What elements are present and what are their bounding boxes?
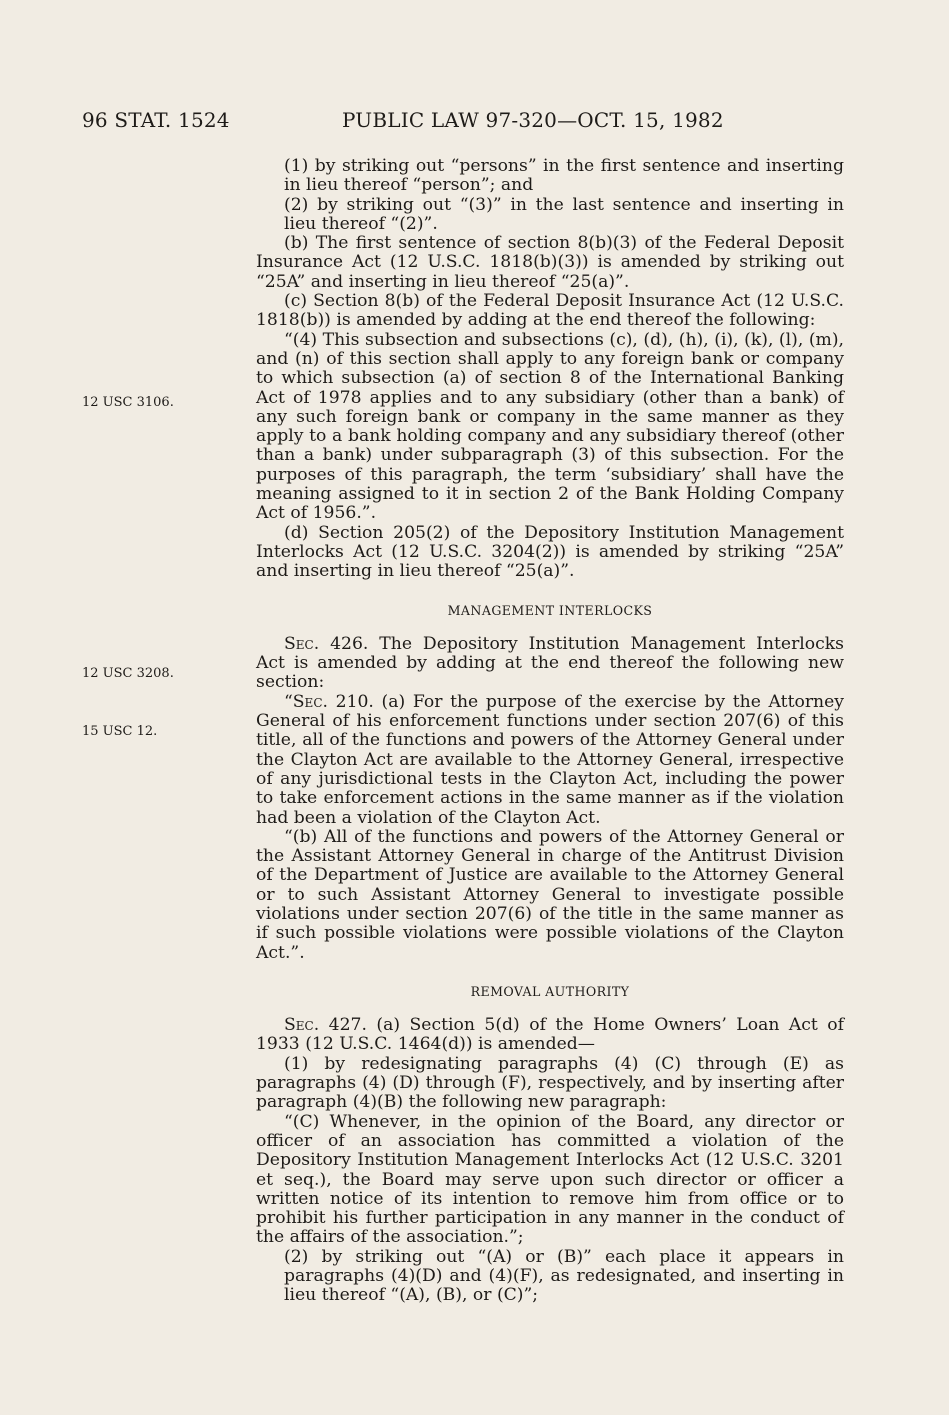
paragraph [256,693,844,828]
statute-page-number: 96 STAT. 1524 [82,108,230,132]
paragraph [256,635,844,693]
section-label: “Sec. [284,691,328,712]
paragraph: (d) Section 205(2) of the Depository Institution Management Interlocks Act (12 U.S.C. 3204(2)) is amended by striking “25A” and inserting in lieu thereof “25(a)”. [256,522,844,582]
paragraph-text: 426. The Depository Institution Management Interlocks Act is amended by adding at the end thereof the following new section: [256,633,844,693]
paragraph: (c) Section 8(b) of the Federal Deposit Insurance Act (12 U.S.C. 1818(b)) is amended by adding at the end thereof the following: [256,291,844,331]
paragraph: “(b) All of the functions and powers of the Attorney General or the Assistant Attorney General in charge of the Antitrust Division of the Department of Justice are available to the Attorney General or to such Assistant Attorney General to investigate possible violations under section 207(6) of the title in the same manner as if such possible violations were possible violations of the Clayton Act.”. [256,826,844,963]
section-heading: REMOVAL AUTHORITY [470,983,630,999]
paragraph: (b) The first sentence of section 8(b)(3) of the Federal Deposit Insurance Act (12 U.S.C. 1818(b)(3)) is amended by striking out “25A” and inserting in lieu thereof “25(a)”. [256,233,844,292]
section-label: Sec. [284,633,320,654]
paragraph [256,1016,844,1055]
paragraph: “(4) This subsection and subsections (c), (d), (h), (i), (k), (l), (m), and (n) of this section shall apply to any foreign bank or company to which subsection (a) of section 8 of the International Banking Act of 1978 applies and to any subsidiary (other than a bank) of any such foreign bank or company in the same manner as they apply to a bank holding company and any subsidiary thereof (other than a bank) under subparagraph (3) of this subsection. For the purposes of this paragraph, the term ‘subsidiary’ shall have the meaning assigned to it in section 2 of the Bank Holding Company Act of 1956.”. [256,329,844,524]
running-header: PUBLIC LAW 97-320—OCT. 15, 1982 [342,108,724,132]
paragraph: (1) by redesignating paragraphs (4) (C) through (E) as paragraphs (4) (D) through (F), respectively, and by inserting after paragraph (4)(B) the following new paragraph: [256,1053,844,1113]
paragraph-text: 427. (a) Section 5(d) of the Home Owners’ Loan Act of 1933 (12 U.S.C. 1464(d)) is amended— [256,1015,844,1055]
section-label: Sec. [284,1015,320,1036]
paragraph-text: 210. (a) For the purpose of the exercise by the Attorney General of his enforcement functions under section 207(6) of this title, all of the functions and powers of the Attorney General under the Clayton Act are available to the Attorney General, irrespective of any jurisdictional tests in the Clayton Act, including the power to take enforcement actions in the same manner as if the violation had been a violation of the Clayton Act. [256,691,844,828]
paragraph: (2) by striking out “(A) or (B)” each place it appears in paragraphs (4)(D) and (4)(F), as redesignated, and inserting in lieu thereof “(A), (B), or (C)”; [284,1246,844,1306]
margin-note-citation: 12 USC 3106. [82,395,174,410]
paragraph: “(C) Whenever, in the opinion of the Board, any director or officer of an association has committed a violation of the Depository Institution Management Interlocks Act (12 U.S.C. 3201 et seq.), the Board may serve upon such director or officer a written notice of its intention to remove him from office or to prohibit his further participation in any manner in the conduct of the affairs of the association.”; [256,1111,844,1248]
paragraph: (2) by striking out “(3)” in the last sentence and inserting in lieu thereof “(2)”. [284,194,844,234]
statute-body [256,157,844,1306]
margin-note-citation: 15 USC 12. [82,724,158,739]
margin-note-citation: 12 USC 3208. [82,666,174,681]
paragraph: (1) by striking out “persons” in the first sentence and inserting in lieu thereof “person”; and [284,156,844,196]
section-heading: MANAGEMENT INTERLOCKS [447,602,653,618]
